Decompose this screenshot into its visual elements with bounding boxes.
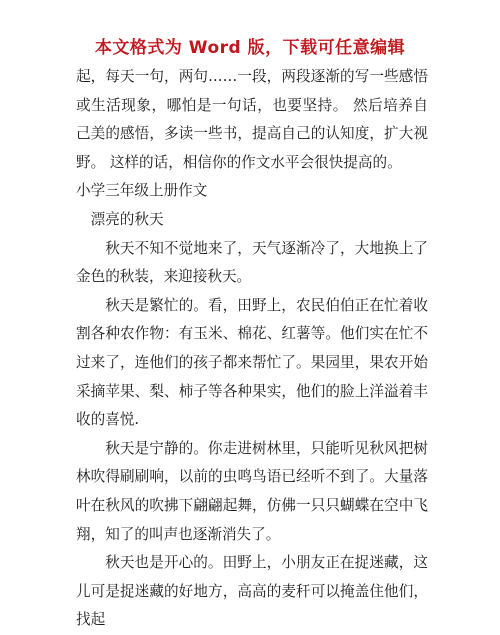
paragraph: 秋天是繁忙的。看，田野上，农民伯伯正在忙着收割各种农作物：有玉米、棉花、红薯等。他们实在忙不过来了，连他们的孩子都来帮忙了。果园里，果农开始采摘苹果、梨、柿子等各种果实，他们的脸上洋溢着丰收的喜悦. (76, 296, 428, 429)
paragraph: 秋天是宁静的。你走进树林里，只能听见秋风把树林吹得刷刷响，以前的虫鸣鸟语已经听不到了。大量落叶在秋风的吹拂下翩翩起舞，仿佛一只只蝴蝶在空中飞翔，知了的叫声也逐渐消失了。 (76, 439, 428, 543)
paragraph: 秋天不知不觉地来了，天气逐渐冷了，大地换上了金色的秋装，来迎接秋天。 (76, 239, 428, 286)
paragraph: 秋天也是开心的。田野上，小朋友正在捉迷藏，这儿可是捉迷藏的好地方，高高的麦秆可以掩盖住他们，找起 (76, 554, 428, 629)
section-heading: 小学三年级上册作文 (76, 182, 208, 200)
paragraph-continuation: 起，每天一句，两句……一段，两段逐渐的写一些感悟或生活现象，哪怕是一句话，也要坚持。 然后培养自己美的感悟，多读一些书，提高自己的认知度，扩大视野。 这样的话，相信你的作文水平会很快提高的。 (76, 68, 428, 171)
essay-title: 漂亮的秋天 (90, 210, 164, 228)
document-body (76, 63, 428, 635)
document-banner: 本文格式为 Word 版，下载可任意编辑 (94, 38, 406, 58)
